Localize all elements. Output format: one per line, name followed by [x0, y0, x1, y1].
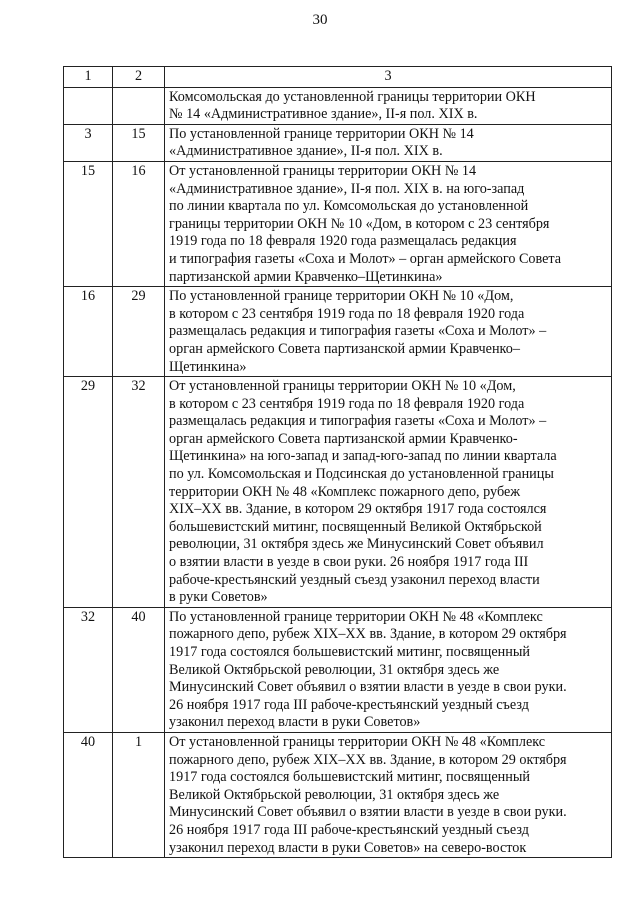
point-to-cell: 15 — [113, 124, 165, 161]
boundary-table — [63, 66, 612, 858]
boundary-description-cell — [165, 732, 612, 857]
boundary-description-cell — [165, 377, 612, 608]
point-to-cell: 29 — [113, 287, 165, 377]
point-from-cell: 16 — [64, 287, 113, 377]
description-line: От установленной границы территории ОКН № 10 «Дом, — [169, 378, 516, 395]
description-line: по ул. Комсомольская и Подсинская до установленной границы — [169, 466, 554, 483]
description-line: По установленной границе территории ОКН № 48 «Комплекс — [169, 608, 543, 625]
table-row — [64, 87, 612, 124]
description-line: «Административное здание», II-я пол. XIX в. — [169, 143, 443, 160]
description-line: 1917 года состоялся большевистский митинг, посвященный — [169, 644, 530, 660]
table-body — [64, 87, 612, 858]
description-line: орган армейского Совета партизанской армии Кравченко– — [169, 340, 520, 357]
description-line: узаконил переход власти в руки Советов» на северо-восток — [169, 839, 527, 856]
table-row — [64, 287, 612, 377]
description-line: о взятии власти в уезде в свои руки. 26 ноября 1917 года III — [169, 554, 529, 571]
table-row — [64, 732, 612, 857]
description-line: орган армейского Совета партизанской армии Кравченко- — [169, 430, 518, 447]
description-line: Минусинский Совет объявил о взятии власти в уезде в свои руки. — [169, 804, 567, 821]
description-line: Комсомольская до установленной границы территории ОКН — [169, 88, 536, 105]
boundary-description-cell — [165, 287, 612, 377]
boundary-description-cell — [165, 124, 612, 161]
description-line: по линии квартала по ул. Комсомольская до установленной — [169, 198, 529, 215]
point-to-cell: 40 — [113, 607, 165, 732]
description-line: По установленной границе территории ОКН № 14 — [169, 125, 474, 142]
description-line: XIX–XX вв. Здание, в котором 29 октября 1917 года состоялся — [169, 501, 547, 518]
page-number: 30 — [312, 12, 328, 28]
description-line: «Административное здание», II-я пол. XIX в. на юго-запад — [169, 180, 525, 197]
point-from-cell: 40 — [64, 732, 113, 857]
point-from-cell: 3 — [64, 124, 113, 161]
description-line: пожарного депо, рубеж XIX–XX вв. Здание, в котором 29 октября — [169, 751, 567, 768]
description-line: Щетинкина» — [169, 358, 247, 375]
description-line: размещалась редакция и типография газеты «Соха и Молот» – — [169, 323, 547, 340]
description-line: От установленной границы территории ОКН № 48 «Комплекс — [169, 733, 546, 750]
description-line: большевистский митинг, посвященный Великой Октябрьской — [169, 518, 542, 535]
description-line: в котором с 23 сентября 1919 года по 18 февраля 1920 года — [169, 305, 525, 322]
description-line: № 14 «Административное здание», II-я пол. XIX в. — [169, 106, 478, 123]
description-line: Великой Октябрьской революции, 31 октября здесь же — [169, 786, 500, 803]
description-line: в руки Советов» — [169, 589, 268, 606]
description-line: партизанской армии Кравченко–Щетинкина» — [169, 268, 443, 285]
description-line: в котором с 23 сентября 1919 года по 18 февраля 1920 года — [169, 395, 525, 412]
header-col-3: 3 — [165, 67, 612, 88]
header-col-1: 1 — [64, 67, 113, 88]
table-header-row — [64, 67, 612, 88]
point-from-cell: 29 — [64, 377, 113, 608]
description-line: пожарного депо, рубеж XIX–XX вв. Здание, в котором 29 октября — [169, 626, 567, 643]
point-from-cell: 15 — [64, 161, 113, 286]
table-row — [64, 161, 612, 286]
boundary-description-cell — [165, 161, 612, 286]
description-line: рабоче-крестьянский уездный съезд узаконил переход власти — [169, 571, 540, 588]
description-line: границы территории ОКН № 10 «Дом, в котором с 23 сентября — [169, 215, 550, 232]
point-to-cell: 16 — [113, 161, 165, 286]
header-col-2: 2 — [113, 67, 165, 88]
point-from-cell — [64, 87, 113, 124]
description-line: узаконил переход власти в руки Советов» — [169, 714, 421, 731]
description-line: От установленной границы территории ОКН № 14 — [169, 162, 477, 179]
point-to-cell — [113, 87, 165, 124]
boundary-description-cell — [165, 607, 612, 732]
description-line: размещалась редакция и типография газеты «Соха и Молот» – — [169, 413, 547, 430]
description-line: 26 ноября 1917 года III рабоче-крестьянский уездный съезд — [169, 821, 529, 838]
point-to-cell: 32 — [113, 377, 165, 608]
description-line: Минусинский Совет объявил о взятии власти в уезде в свои руки. — [169, 679, 567, 696]
description-line: 26 ноября 1917 года III рабоче-крестьянский уездный съезд — [169, 696, 529, 713]
table-row — [64, 124, 612, 161]
description-line: 1919 года по 18 февраля 1920 года размещалась редакция — [169, 233, 517, 250]
table-row — [64, 377, 612, 608]
boundary-description-cell — [165, 87, 612, 124]
description-line: 1917 года состоялся большевистский митинг, посвященный — [169, 769, 530, 786]
description-line: Щетинкина» на юго-запад и запад-юго-запад по линии квартала — [169, 448, 557, 465]
point-from-cell: 32 — [64, 607, 113, 732]
description-line: и типография газеты «Соха и Молот» – орган армейского Совета — [169, 250, 562, 267]
description-line: Великой Октябрьской революции, 31 октября здесь же — [169, 661, 500, 678]
point-to-cell: 1 — [113, 732, 165, 857]
description-line: территории ОКН № 48 «Комплекс пожарного депо, рубеж — [169, 483, 521, 500]
description-line: По установленной границе территории ОКН № 10 «Дом, — [169, 288, 514, 305]
description-line: революции, 31 октября здесь же Минусинский Совет объявил — [169, 536, 544, 553]
table-row — [64, 607, 612, 732]
